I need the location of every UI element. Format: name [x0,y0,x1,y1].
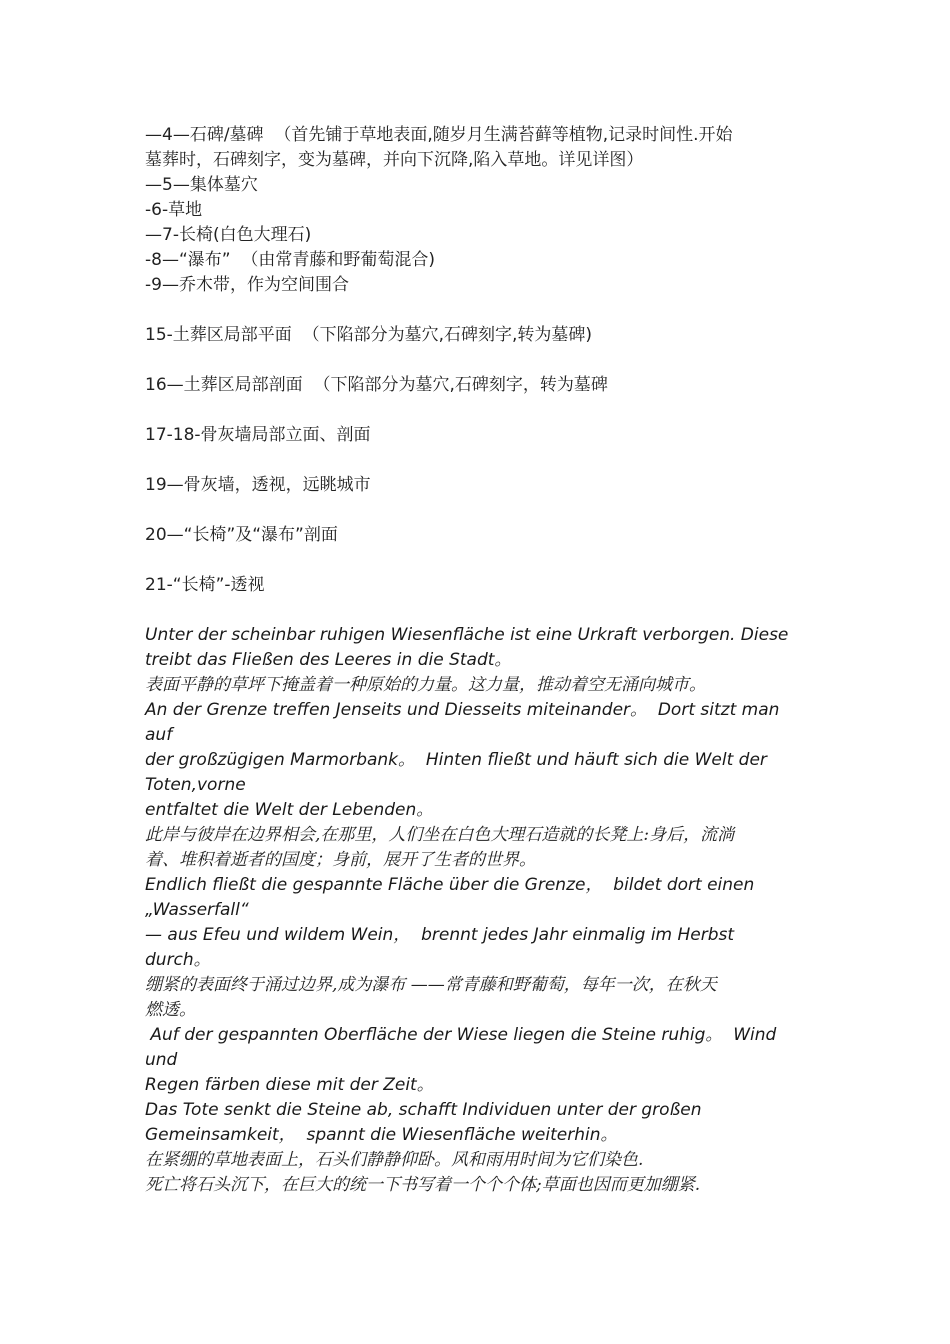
german-paragraph-1-line1: Unter der scheinbar ruhigen Wiesenfläche ist eine Urkraft verborgen. Diese [145,625,789,645]
german-paragraph-4-line3: Regen färben diese mit der Zeit。 [145,1075,434,1095]
spacer [145,548,810,573]
german-paragraph-2-line5: entfaltet die Welt der Lebenden。 [145,800,434,820]
german-paragraph-4-line2: und [145,1050,178,1070]
chinese-paragraph-2-line2: 着、堆积着逝者的国度；身前，展开了生者的世界。 [145,850,536,870]
german-paragraph-5-line1: Das Tote senkt die Steine ab, schafft Individuen unter der großen [145,1100,702,1120]
german-paragraph-4-line1: Auf der gespannten Oberfläche der Wiese liegen die Steine ruhig。 Wind [145,1025,777,1045]
german-paragraph-2-line4: Toten,vorne [145,775,246,795]
german-paragraph-3-line1: Endlich fließt die gespannte Fläche über die Grenze， bildet dort einen [145,875,755,895]
legend-item-6: -6-草地 [145,200,203,220]
chinese-paragraph-2-line1: 此岸与彼岸在边界相会,在那里，人们坐在白色大理石造就的长凳上:身后，流淌 [145,825,735,845]
drawing-list-item-16: 16—土葬区局部剖面 （下陷部分为墓穴,石碑刻字，转为墓碑 [145,375,608,395]
drawing-list-item-17-18: 17-18-骨灰墙局部立面、剖面 [145,425,371,445]
german-paragraph-1-line2: treibt das Fließen des Leeres in die Stadt。 [145,650,512,670]
german-paragraph-3-line3: — aus Efeu und wildem Wein， brennt jedes Jahr einmalig im Herbst [145,925,735,945]
chinese-paragraph-4-line2: 死亡将石头沉下，在巨大的统一下书写着一个个个体;草面也因而更加绷紧. [145,1175,701,1195]
spacer [145,598,810,623]
drawing-list-item-20: 20—“长椅”及“瀑布”剖面 [145,525,338,545]
german-paragraph-2-line2: auf [145,725,173,745]
legend-item-4-line2: 墓葬时，石碑刻字，变为墓碑，并向下沉降,陷入草地。详见详图） [145,150,644,170]
legend-item-4-line1: —4—石碑/墓碑 （首先铺于草地表面,随岁月生满苔藓等植物,记录时间性.开始 [145,125,733,145]
drawing-list-item-21: 21-“长椅”-透视 [145,575,265,595]
chinese-paragraph-4-line1: 在紧绷的草地表面上，石头们静静仰卧。风和雨用时间为它们染色. [145,1150,644,1170]
chinese-paragraph-1: 表面平静的草坪下掩盖着一种原始的力量。这力量，推动着空无涌向城市。 [145,675,706,695]
spacer [145,298,810,323]
drawing-list-item-19: 19—骨灰墙，透视，远眺城市 [145,475,371,495]
spacer [145,498,810,523]
german-paragraph-3-line2: „Wasserfall“ [145,900,249,920]
spacer [145,398,810,423]
document-body [145,123,810,1198]
legend-item-9: -9—乔木带，作为空间围合 [145,275,349,295]
german-paragraph-3-line4: durch。 [145,950,211,970]
spacer [145,348,810,373]
german-paragraph-5-line2: Gemeinsamkeit， spannt die Wiesenfläche weiterhin。 [145,1125,618,1145]
legend-item-7: —7-长椅(白色大理石) [145,225,312,245]
german-paragraph-2-line3: der großzügigen Marmorbank。 Hinten fließt und häuft sich die Welt der [145,750,767,770]
legend-item-8: -8—“瀑布” （由常青藤和野葡萄混合) [145,250,436,270]
chinese-paragraph-3-line2: 燃透。 [145,1000,196,1020]
german-paragraph-2-line1: An der Grenze treffen Jenseits und Diesseits miteinander。 Dort sitzt man [145,700,780,720]
drawing-list-item-15: 15-土葬区局部平面 （下陷部分为墓穴,石碑刻字,转为墓碑) [145,325,593,345]
spacer [145,448,810,473]
chinese-paragraph-3-line1: 绷紧的表面终于涌过边界,成为瀑布 ——常青藤和野葡萄，每年一次，在秋天 [145,975,717,995]
legend-item-5: —5—集体墓穴 [145,175,258,195]
